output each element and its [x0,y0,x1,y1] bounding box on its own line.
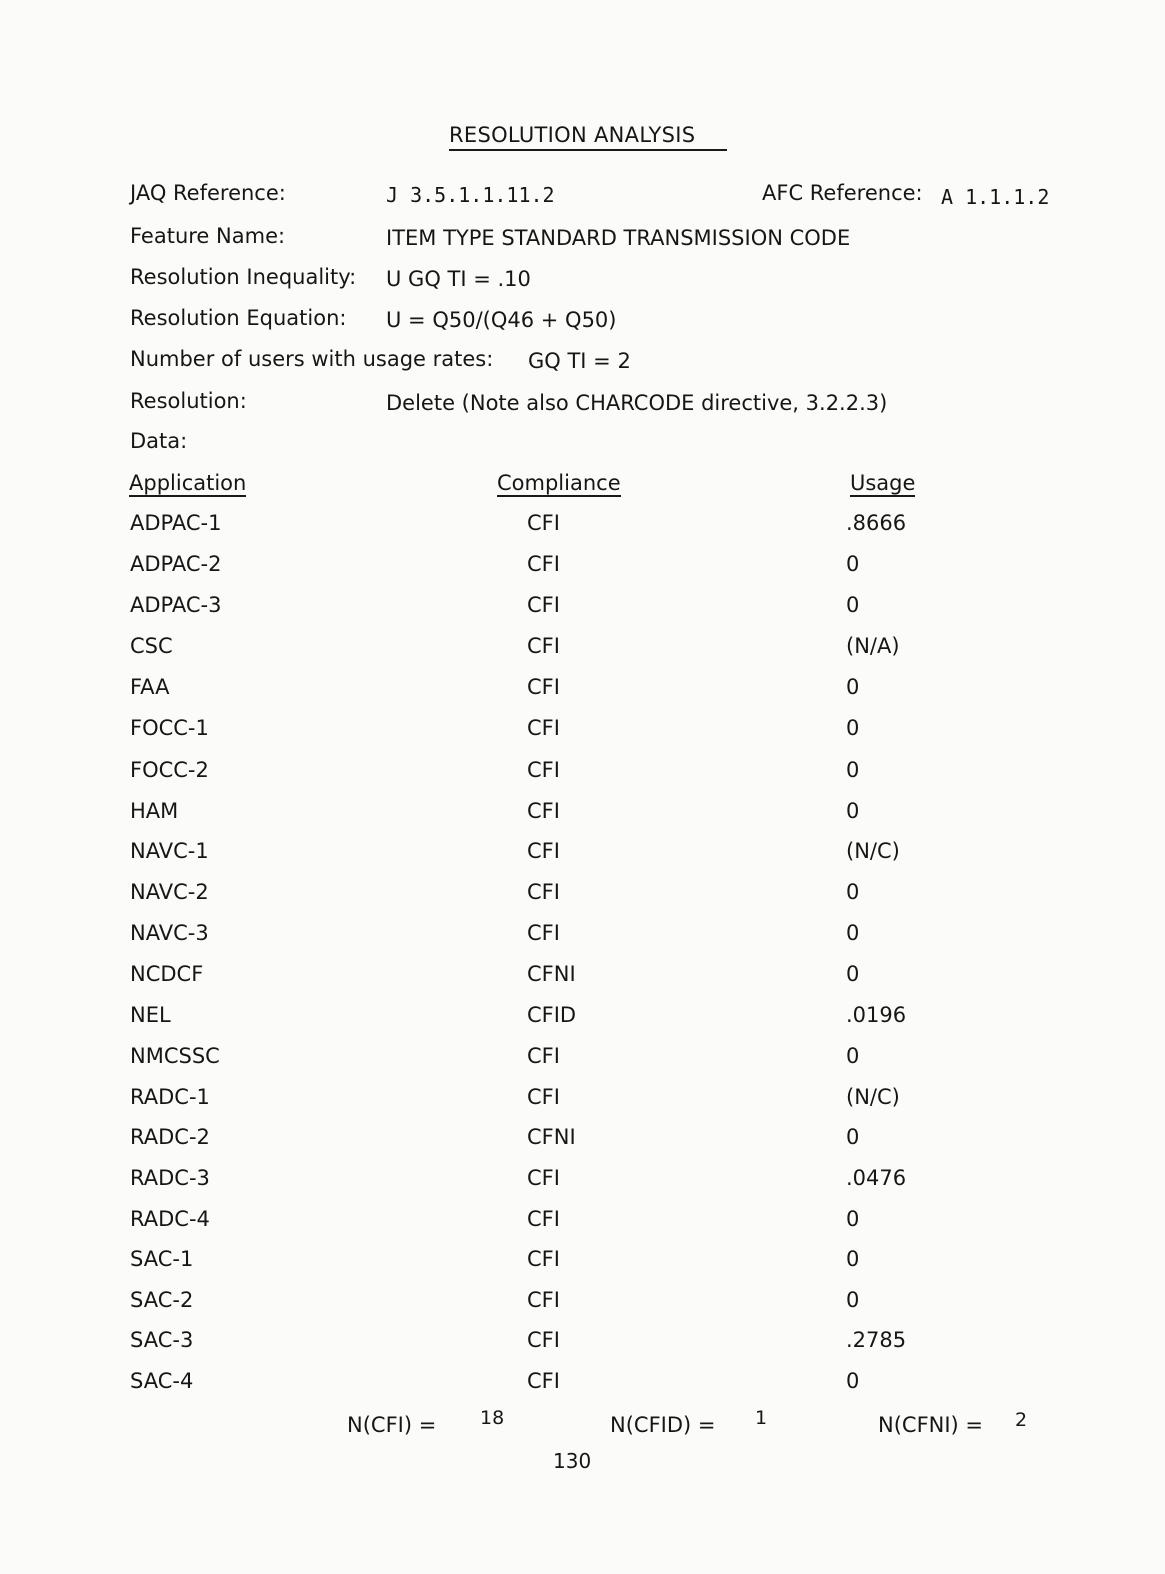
application-cell: FAA [130,675,170,699]
usage-cell: 0 [846,758,860,782]
application-cell: CSC [130,634,173,658]
table-row [0,1369,1165,1410]
count-cfni-label: N(CFNI) = [878,1413,984,1437]
application-cell: SAC-2 [130,1288,194,1312]
application-cell: RADC-2 [130,1125,210,1149]
compliance-cell: CFI [527,1328,560,1352]
application-cell: FOCC-2 [130,758,209,782]
resolution-inequality-label: Resolution Inequality: [130,265,357,289]
usage-cell: (N/C) [846,839,900,863]
table-row [0,1247,1165,1288]
column-header-application: Application [129,471,247,495]
table-row [0,839,1165,880]
page-title: RESOLUTION ANALYSIS [449,123,727,151]
usage-cell: .2785 [846,1328,907,1352]
usage-cell: 0 [846,1207,860,1231]
table-row [0,634,1165,675]
compliance-cell: CFID [527,1003,577,1027]
count-cfid-value: 1 [755,1407,768,1429]
compliance-cell: CFI [527,675,560,699]
compliance-cell: CFI [527,1085,560,1109]
application-cell: ADPAC-1 [130,511,222,535]
usage-cell: 0 [846,1369,860,1393]
count-cfi-label: N(CFI) = [347,1413,437,1437]
table-row [0,758,1165,799]
resolution-inequality-value: U GQ TI = .10 [386,267,531,291]
compliance-cell: CFNI [527,962,576,986]
usage-cell: 0 [846,1044,860,1068]
resolution-value: Delete (Note also CHARCODE directive, 3.2.2.3) [386,391,888,415]
compliance-cell: CFI [527,758,560,782]
feature-name-value: ITEM TYPE STANDARD TRANSMISSION CODE [386,226,851,250]
application-cell: RADC-3 [130,1166,210,1190]
compliance-cell: CFI [527,1288,560,1312]
table-row [0,511,1165,552]
page-number: 130 [553,1449,592,1473]
usage-cell: 0 [846,552,860,576]
application-cell: NAVC-1 [130,839,209,863]
column-header-usage: Usage [850,471,916,495]
usage-cell: .8666 [846,511,907,535]
usage-cell: .0196 [846,1003,907,1027]
compliance-cell: CFI [527,1044,560,1068]
resolution-equation-label: Resolution Equation: [130,306,347,330]
compliance-cell: CFI [527,839,560,863]
compliance-cell: CFI [527,634,560,658]
table-row [0,716,1165,757]
application-cell: FOCC-1 [130,716,209,740]
table-row [0,552,1165,593]
compliance-cell: CFI [527,593,560,617]
table-row [0,880,1165,921]
table-row [0,1288,1165,1329]
compliance-cell: CFNI [527,1125,576,1149]
count-cfid-label: N(CFID) = [610,1413,716,1437]
table-row [0,921,1165,962]
usage-cell: (N/C) [846,1085,900,1109]
jaq-reference-label: JAQ Reference: [130,181,286,205]
table-row [0,1125,1165,1166]
feature-name-label: Feature Name: [130,224,286,248]
usage-cell: 0 [846,716,860,740]
users-with-usage-value: GQ TI = 2 [528,349,631,373]
application-cell: RADC-1 [130,1085,210,1109]
application-cell: HAM [130,799,179,823]
usage-cell: 0 [846,1247,860,1271]
table-row [0,962,1165,1003]
count-cfi-value: 18 [480,1407,505,1429]
usage-cell: .0476 [846,1166,907,1190]
compliance-cell: CFI [527,1369,560,1393]
application-cell: SAC-1 [130,1247,194,1271]
compliance-cell: CFI [527,1207,560,1231]
afc-reference-label: AFC Reference: [762,181,923,205]
table-row [0,1003,1165,1044]
table-row [0,675,1165,716]
compliance-cell: CFI [527,511,560,535]
table-row [0,799,1165,840]
usage-cell: 0 [846,593,860,617]
compliance-cell: CFI [527,552,560,576]
table-row [0,1166,1165,1207]
application-cell: ADPAC-2 [130,552,222,576]
usage-cell: 0 [846,799,860,823]
jaq-reference-value: J 3.5.1.1.11.2 [386,183,555,207]
application-cell: RADC-4 [130,1207,210,1231]
application-cell: ADPAC-3 [130,593,222,617]
compliance-cell: CFI [527,716,560,740]
column-header-compliance: Compliance [497,471,621,495]
compliance-cell: CFI [527,921,560,945]
compliance-cell: CFI [527,799,560,823]
usage-cell: 0 [846,880,860,904]
usage-cell: (N/A) [846,634,900,658]
table-row [0,1207,1165,1248]
data-label: Data: [130,429,188,453]
users-with-usage-label: Number of users with usage rates: [130,347,494,371]
application-cell: NMCSSC [130,1044,220,1068]
table-row [0,1044,1165,1085]
usage-cell: 0 [846,921,860,945]
usage-cell: 0 [846,962,860,986]
usage-cell: 0 [846,1288,860,1312]
compliance-cell: CFI [527,1166,560,1190]
compliance-cell: CFI [527,880,560,904]
usage-cell: 0 [846,675,860,699]
application-cell: SAC-4 [130,1369,194,1393]
application-cell: NCDCF [130,962,204,986]
table-row [0,593,1165,634]
count-cfni-value: 2 [1015,1409,1028,1431]
application-cell: NAVC-2 [130,880,209,904]
application-cell: NAVC-3 [130,921,209,945]
table-row [0,1328,1165,1369]
resolution-label: Resolution: [130,389,247,413]
table-row [0,1085,1165,1126]
resolution-equation-value: U = Q50/(Q46 + Q50) [386,308,617,332]
application-cell: SAC-3 [130,1328,194,1352]
compliance-cell: CFI [527,1247,560,1271]
usage-cell: 0 [846,1125,860,1149]
afc-reference-value: A 1.1.1.2 [941,185,1050,209]
application-cell: NEL [130,1003,171,1027]
